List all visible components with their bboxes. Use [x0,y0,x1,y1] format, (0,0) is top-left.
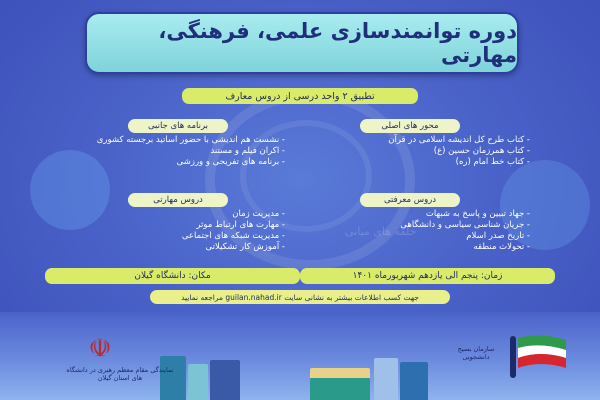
list-item: - اکران فیلم و مستند [85,146,285,157]
org-name: نمایندگی مقام معظم رهبری در دانشگاه های استان گیلان [66,366,174,382]
book [210,360,240,400]
place-pill: مکان: دانشگاه گیلان [45,268,300,284]
list-item: - مهارت های ارتباط موثر [85,220,285,231]
list-item: - کتاب طرح کل اندیشه اسلامی در قرآن [330,135,530,146]
list-item: - نشست هم اندیشی با حضور اساتید برجسته کشوری [85,135,285,146]
group-list-side [85,135,285,168]
book [188,364,208,400]
basij-org-name: سازمان بسیج دانشجویی [457,345,495,361]
book [400,362,428,400]
subtitle-pill: تطبیق ۲ واحد درسی از دروس معارف [182,88,418,104]
books-illustration [160,355,440,400]
group-list-main [330,135,530,168]
list-item: - تحولات منطقه [330,242,530,253]
group-header-skills: دروس مهارتی [128,193,228,207]
basij-flag-icon [500,332,570,380]
date-pill: زمان: پنجم الی یازدهم شهریورماه ۱۴۰۱ [300,268,555,284]
list-item: - برنامه های تفریحی و ورزشی [85,157,285,168]
group-list-skills [85,209,285,253]
list-item: - کتاب همرزمان حسین (ع) [330,146,530,157]
list-item: - تاریخ صدر اسلام [330,231,530,242]
list-item: - جریان شناسی سیاسی و دانشگاهی [330,220,530,231]
list-item: - آموزش کار تشکیلاتی [85,242,285,253]
group-header-knowledge: دروس معرفتی [360,193,460,207]
iran-emblem-icon: ☫ [88,334,112,364]
book [310,378,370,400]
list-item: - مدیریت شبکه های اجتماعی [85,231,285,242]
group-header-side: برنامه های جانبی [128,119,228,133]
watermark-text: حلقه های میانی [345,225,417,238]
poster-title: دوره توانمندسازی علمی، فرهنگی، مهارتی [85,12,519,74]
list-item: - جهاد تبیین و پاسخ به شبهات [330,209,530,220]
info-link-pill[interactable]: جهت کسب اطلاعات بیشتر به نشانی سایت guilan.nahad.ir مراجعه نمایید [150,290,450,304]
book [374,358,398,400]
list-item: - مدیریت زمان [85,209,285,220]
list-item: - کتاب خط امام (ره) [330,157,530,168]
group-list-knowledge [330,209,530,253]
group-header-main: محور های اصلی [360,119,460,133]
book [310,368,370,378]
